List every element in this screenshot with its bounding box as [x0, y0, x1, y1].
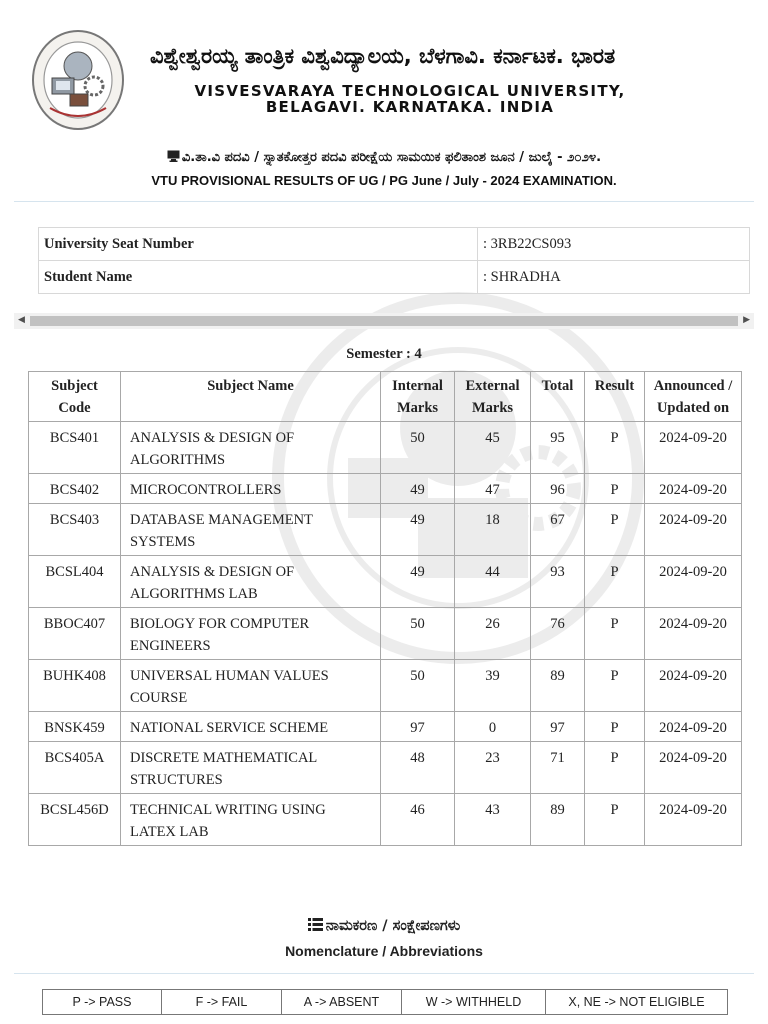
- header-divider: [14, 201, 754, 202]
- results-header-row: [29, 372, 742, 422]
- table-row: [29, 556, 742, 608]
- total-marks: 67: [531, 504, 585, 556]
- external-marks: 18: [455, 504, 531, 556]
- external-marks: 39: [455, 660, 531, 712]
- col-subject-code: Subject Code: [29, 372, 121, 422]
- subject-name: UNIVERSAL HUMAN VALUES COURSE: [121, 660, 381, 712]
- subject-code: BCS402: [29, 474, 121, 504]
- list-icon: [308, 918, 323, 931]
- announced-date: 2024-09-20: [645, 474, 742, 504]
- internal-marks: 46: [381, 794, 455, 846]
- col-total: Total: [531, 372, 585, 422]
- total-marks: 71: [531, 742, 585, 794]
- result: P: [585, 794, 645, 846]
- results-table: [28, 371, 742, 846]
- abbr-fail: F -> FAIL: [162, 990, 282, 1015]
- result: P: [585, 712, 645, 742]
- subject-name: DATABASE MANAGEMENT SYSTEMS: [121, 504, 381, 556]
- abbr-pass: P -> PASS: [43, 990, 162, 1015]
- internal-marks: 97: [381, 712, 455, 742]
- col-subject-name: Subject Name: [121, 372, 381, 422]
- total-marks: 95: [531, 422, 585, 474]
- external-marks: 47: [455, 474, 531, 504]
- total-marks: 89: [531, 660, 585, 712]
- student-name-row: [39, 261, 750, 294]
- nomenclature-divider: [14, 973, 754, 974]
- internal-marks: 49: [381, 556, 455, 608]
- nomenclature-title-english: Nomenclature / Abbreviations: [285, 943, 483, 959]
- subject-code: BCSL456D: [29, 794, 121, 846]
- result: P: [585, 608, 645, 660]
- subject-name: TECHNICAL WRITING USING LATEX LAB: [121, 794, 381, 846]
- announced-date: 2024-09-20: [645, 504, 742, 556]
- subject-code: BCS401: [29, 422, 121, 474]
- announced-date: 2024-09-20: [645, 556, 742, 608]
- internal-marks: 49: [381, 474, 455, 504]
- university-name-line2: BELAGAVI. KARNATAKA. INDIA: [265, 98, 555, 116]
- abbr-withheld: W -> WITHHELD: [402, 990, 546, 1015]
- exam-title-english: VTU PROVISIONAL RESULTS OF UG / PG June / July - 2024 EXAMINATION.: [151, 173, 617, 188]
- announced-date: 2024-09-20: [645, 660, 742, 712]
- subject-name: DISCRETE MATHEMATICAL STRUCTURES: [121, 742, 381, 794]
- external-marks: 23: [455, 742, 531, 794]
- university-name-english: [140, 83, 680, 115]
- subject-name: BIOLOGY FOR COMPUTER ENGINEERS: [121, 608, 381, 660]
- subject-code: BUHK408: [29, 660, 121, 712]
- table-row: [29, 474, 742, 504]
- result: P: [585, 556, 645, 608]
- abbreviations-row: [43, 990, 728, 1015]
- table-row: [29, 742, 742, 794]
- result: P: [585, 474, 645, 504]
- total-marks: 96: [531, 474, 585, 504]
- seat-number-label: University Seat Number: [39, 228, 478, 261]
- announced-date: 2024-09-20: [645, 742, 742, 794]
- external-marks: 45: [455, 422, 531, 474]
- total-marks: 76: [531, 608, 585, 660]
- exam-title-kannada: [0, 150, 768, 165]
- table-row: [29, 712, 742, 742]
- abbr-absent: A -> ABSENT: [282, 990, 402, 1015]
- table-row: [29, 504, 742, 556]
- result: P: [585, 504, 645, 556]
- announced-date: 2024-09-20: [645, 608, 742, 660]
- exam-title-kannada-text: ವಿ.ತಾ.ವಿ ಪದವಿ / ಸ್ನಾತಕೋತ್ತರ ಪದವಿ ಪರೀಕ್ಷೆಯ ಸಾಮಯಿಕ ಫಲಿತಾಂಶ ಜೂನ / ಜುಲೈ - ೨೦೨೪.: [181, 150, 602, 165]
- abbreviations-table: [42, 989, 728, 1015]
- abbr-not-eligible: X, NE -> NOT ELIGIBLE: [546, 990, 728, 1015]
- subject-code: BBOC407: [29, 608, 121, 660]
- university-logo: [30, 28, 126, 132]
- table-row: [29, 660, 742, 712]
- external-marks: 0: [455, 712, 531, 742]
- student-info-table: [38, 227, 750, 294]
- chevron-right-icon[interactable]: ▶: [743, 315, 750, 325]
- subject-name: ANALYSIS & DESIGN OF ALGORITHMS: [121, 422, 381, 474]
- page-header: [0, 0, 768, 200]
- announced-date: 2024-09-20: [645, 712, 742, 742]
- announced-date: 2024-09-20: [645, 422, 742, 474]
- col-internal-marks: Internal Marks: [381, 372, 455, 422]
- seat-number-row: [39, 228, 750, 261]
- col-announced: Announced / Updated on: [645, 372, 742, 422]
- subject-code: BNSK459: [29, 712, 121, 742]
- col-result: Result: [585, 372, 645, 422]
- subject-code: BCS405A: [29, 742, 121, 794]
- total-marks: 89: [531, 794, 585, 846]
- total-marks: 97: [531, 712, 585, 742]
- internal-marks: 50: [381, 660, 455, 712]
- seat-number-value: : 3RB22CS093: [478, 228, 750, 261]
- result: P: [585, 742, 645, 794]
- external-marks: 26: [455, 608, 531, 660]
- internal-marks: 49: [381, 504, 455, 556]
- subject-code: BCS403: [29, 504, 121, 556]
- result: P: [585, 422, 645, 474]
- subject-name: ANALYSIS & DESIGN OF ALGORITHMS LAB: [121, 556, 381, 608]
- semester-label: Semester : 4: [346, 346, 422, 362]
- external-marks: 43: [455, 794, 531, 846]
- student-name-value: : SHRADHA: [478, 261, 750, 294]
- subject-name: NATIONAL SERVICE SCHEME: [121, 712, 381, 742]
- subject-code: BCSL404: [29, 556, 121, 608]
- internal-marks: 48: [381, 742, 455, 794]
- announced-date: 2024-09-20: [645, 794, 742, 846]
- horizontal-scrollbar[interactable]: [14, 313, 754, 329]
- university-name-line1: VISVESVARAYA TECHNOLOGICAL UNIVERSITY,: [194, 82, 626, 100]
- university-name-kannada: ವಿಶ್ವೇಶ್ವರಯ್ಯ ತಾಂತ್ರಿಕ ವಿಶ್ವವಿದ್ಯಾಲಯ, ಬೆಳಗಾವಿ. ಕರ್ನಾಟಕ. ಭಾರತ: [150, 44, 616, 68]
- internal-marks: 50: [381, 422, 455, 474]
- monitor-icon: [167, 150, 180, 162]
- table-row: [29, 422, 742, 474]
- scrollbar-thumb[interactable]: [30, 316, 738, 326]
- nomenclature-title-kannada-text: ನಾಮಕರಣ / ಸಂಕ್ಷೇಪಣಗಳು: [325, 918, 461, 934]
- external-marks: 44: [455, 556, 531, 608]
- chevron-left-icon[interactable]: ◀: [18, 315, 25, 325]
- result: P: [585, 660, 645, 712]
- subject-name: MICROCONTROLLERS: [121, 474, 381, 504]
- total-marks: 93: [531, 556, 585, 608]
- nomenclature-title-kannada: [0, 918, 768, 934]
- table-row: [29, 794, 742, 846]
- student-name-label: Student Name: [39, 261, 478, 294]
- col-external-marks: External Marks: [455, 372, 531, 422]
- table-row: [29, 608, 742, 660]
- internal-marks: 50: [381, 608, 455, 660]
